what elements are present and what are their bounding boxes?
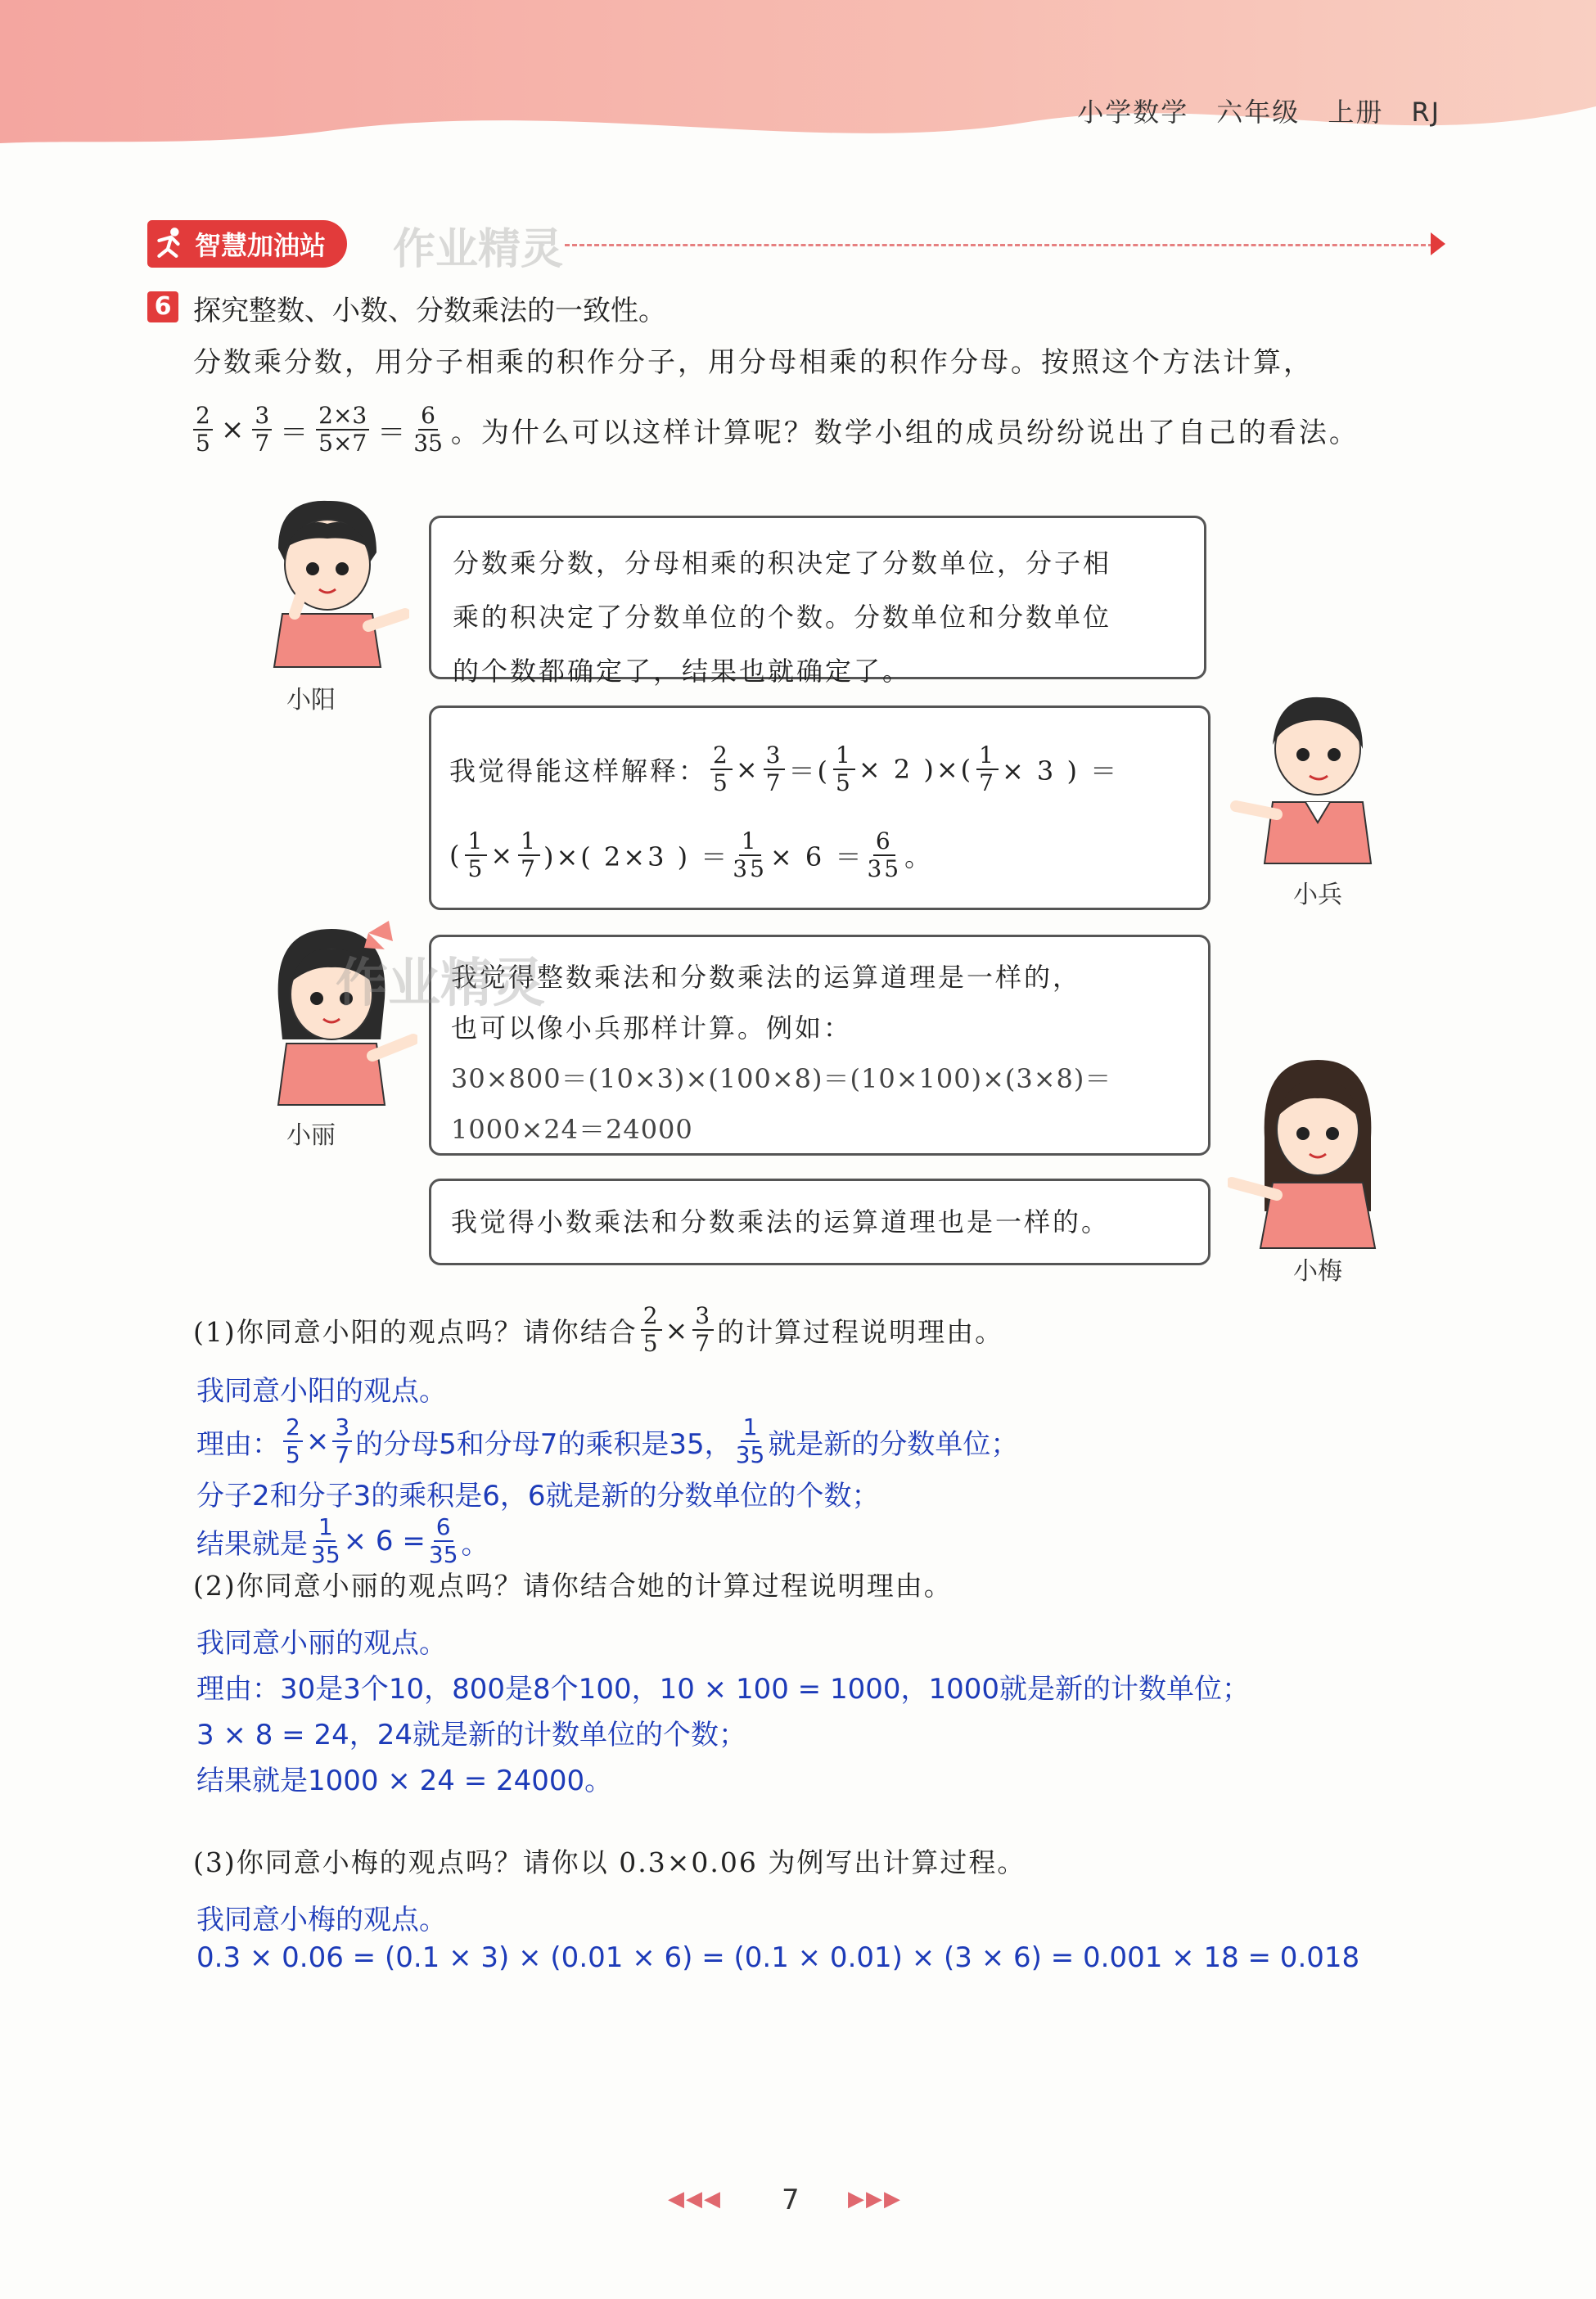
header-volume: 上册 <box>1328 97 1384 128</box>
xiaoyang-line-1: 分数乘分数，分母相乘的积决定了分数单位，分子相 <box>453 548 1112 579</box>
sub1-lead: (1)你同意小阳的观点吗？请你结合 <box>193 1315 638 1348</box>
girl-xiaomei-illustration <box>1228 1048 1400 1252</box>
subquestion-3: (3)你同意小梅的观点吗？请你以 0.3×0.06 为例写出计算过程。 <box>193 1846 1026 1878</box>
banner-tag <box>147 220 347 268</box>
speech-bubble-xiaoli <box>429 935 1211 1156</box>
name-xiaoli: 小丽 <box>286 1121 336 1150</box>
name-xiaomei: 小梅 <box>1293 1257 1342 1286</box>
xiaoyang-line-2: 乘的积决定了分数单位的个数。分数单位和分数单位 <box>453 602 1112 633</box>
xiaobing-eq-row-1: 我觉得能这样解释： $\frac{2}{5}$ × $\frac{3}{7}$ ＝( $\frac{1}{5}$ × 2 )×( $\frac{1}{7}$ × 3 ) ＝ <box>449 741 1120 796</box>
watermark-middle: 作业精灵 <box>336 953 545 1014</box>
watermark-top: 作业精灵 <box>393 225 564 274</box>
name-xiaobing: 小兵 <box>1293 881 1342 909</box>
answer-3-line-1: 我同意小梅的观点。 <box>196 1904 447 1936</box>
xiaoli-line-3: 30×800＝(10×3)×(100×8)＝(10×100)×(3×8)＝ <box>451 1063 1112 1094</box>
answer-1-line-3: 分子2和分子3的乘积是6，6就是新的分数单位的个数； <box>196 1480 880 1512</box>
xiaoli-line-4: 1000×24＝24000 <box>451 1114 693 1145</box>
fraction-3-7: $\frac{3}{7}$ <box>252 403 272 457</box>
banner-label: 智慧加油站 <box>195 230 327 261</box>
question-eq-tail: 。为什么可以这样计算呢？数学小组的成员纷纷说出了自己的看法。 <box>450 416 1359 449</box>
fraction-2-5: $\frac{2}{5}$ <box>193 403 213 457</box>
header-grade: 六年级 <box>1216 97 1301 128</box>
answer-3-line-2: 0.3 × 0.06 = (0.1 × 3) × (0.01 × 6) = (0.1 × 0.01) × (3 × 6) = 0.001 × 18 = 0.018 <box>196 1941 1360 1974</box>
answer-1-line-4: 结果就是 $\frac{1}{35}$ × 6 = $\frac{6}{35}$ 。 <box>196 1513 489 1569</box>
subquestion-1: (1)你同意小阳的观点吗？请你结合 $\frac{2}{5}$ × $\frac{3}{7}$ 的计算过程说明理由。 <box>193 1302 1004 1358</box>
speech-bubble-xiaobing <box>429 705 1211 910</box>
answer-1-line-1: 我同意小阳的观点。 <box>196 1375 447 1408</box>
xiaoyang-line-3: 的个数都确定了，结果也就确定了。 <box>453 656 912 687</box>
banner-dashed-line <box>565 244 1440 246</box>
speech-bubble-xiaoyang <box>429 516 1206 687</box>
page-prev-arrows-icon: ◀◀◀ <box>668 2187 722 2211</box>
sub1-tail: 的计算过程说明理由。 <box>717 1315 1004 1348</box>
fraction-6-35: $\frac{6}{35}$ <box>413 402 443 458</box>
name-xiaoyang: 小阳 <box>286 686 336 714</box>
section-banner <box>147 219 347 268</box>
answer-2-line-4: 结果就是1000 × 24 = 24000。 <box>196 1765 613 1797</box>
fraction-2x3-5x7: $\frac{2\times 3}{5\times 7}$ <box>316 403 369 457</box>
question-title: 探究整数、小数、分数乘法的一致性。 <box>193 295 666 327</box>
question-number: 6 <box>147 291 178 322</box>
header-subject: 小学数学 <box>1077 97 1189 128</box>
page-next-arrows-icon: ▶▶▶ <box>848 2187 902 2211</box>
boy-xiaoyang-illustration <box>246 491 409 679</box>
header-band <box>0 0 1596 164</box>
answer-2-line-3: 3 × 8 = 24，24就是新的计数单位的个数； <box>196 1719 746 1751</box>
question-intro: 分数乘分数，用分子相乘的积作分子，用分母相乘的积作分母。按照这个方法计算， <box>193 346 1314 379</box>
header-edition: RJ <box>1411 97 1440 128</box>
answer-2-line-1: 我同意小丽的观点。 <box>196 1627 447 1660</box>
xiaobing-eq-row-2: ( $\frac{1}{5}$ × $\frac{1}{7}$ )×( 2×3 ) ＝ $\frac{1}{35}$ × 6 ＝ $\frac{6}{35}$ 。 <box>449 827 934 882</box>
subquestion-2: (2)你同意小丽的观点吗？请你结合她的计算过程说明理由。 <box>193 1570 953 1602</box>
answer-2-line-2: 理由：30是3个10，800是8个100，10 × 100 = 1000，1000就是新的计数单位； <box>196 1673 1251 1706</box>
xiaoli-line-1: 我觉得整数乘法和分数乘法的运算道理是一样的， <box>451 962 1082 993</box>
banner-arrow-icon <box>1431 232 1445 255</box>
xiaoli-line-2: 也可以像小兵那样计算。例如： <box>451 1012 853 1044</box>
runner-icon <box>152 225 187 259</box>
boy-xiaobing-illustration <box>1228 679 1391 876</box>
question-equation-line: $\frac{2}{5}$ × $\frac{3}{7}$ ＝ $\frac{2\times 3}{5\times 7}$ ＝ $\frac{6}{35}$ 。为什么可以这样计算呢？数学小组的成员纷纷说出了自己的看法。 <box>190 403 1359 457</box>
xiaobing-lead: 我觉得能这样解释： <box>449 755 708 787</box>
speech-bubble-xiaomei <box>429 1179 1211 1265</box>
header-info <box>1049 92 1440 129</box>
xiaomei-line: 我觉得小数乘法和分数乘法的运算道理也是一样的。 <box>451 1206 1111 1237</box>
page-number: 7 <box>782 2184 800 2216</box>
answer-1-line-2: 理由： $\frac{2}{5}$ × $\frac{3}{7}$ 的分母5和分母7的乘积是35， $\frac{1}{35}$ 就是新的分数单位； <box>196 1413 1019 1469</box>
